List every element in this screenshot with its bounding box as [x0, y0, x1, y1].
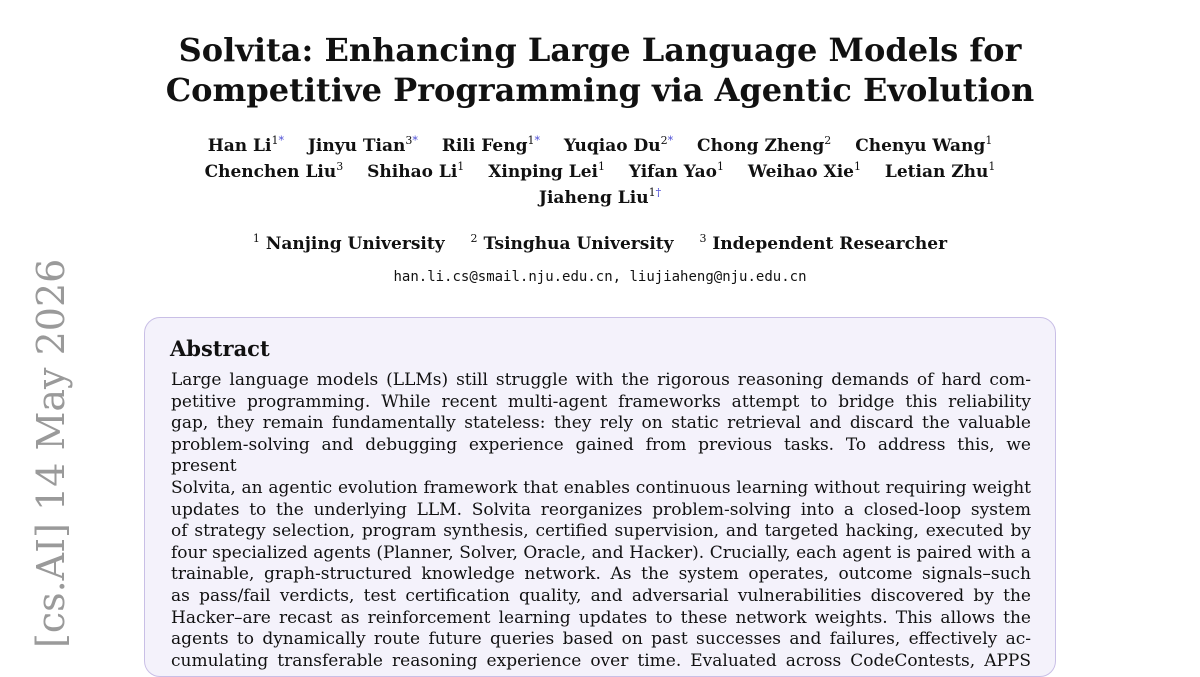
author: Yuqiao $Du^{2*}$ — [563, 134, 674, 156]
author: Letian Zhu$^1$ — [884, 160, 996, 182]
abstract-line: Large language models (LLMs) still struggle with the rigorous reasoning demands of hard com- — [171, 370, 1031, 390]
abstract-line: updates to the underlying LLM. Solvita reorganizes problem-solving into a closed-loop system — [171, 499, 1031, 520]
author-row — [170, 133, 1030, 159]
abstract-line: as pass/fail verdicts, test certification quality, and adversarial vulnerabilities discovered by the — [171, 585, 1031, 606]
paper-title — [150, 30, 1050, 110]
author: Han $Li^{1*}$ — [207, 134, 284, 156]
author: Jinyu Tian$^{3*}$ — [307, 134, 418, 156]
contact-emails: han.li.cs@smail.nju.edu.cn, liujiaheng@nju.edu.cn — [393, 269, 807, 285]
title-line: Solvita: Enhancing Large Language Models for — [178, 31, 1022, 69]
author-row — [170, 185, 1030, 211]
author-row — [170, 159, 1030, 185]
affiliation-list — [150, 231, 1050, 257]
author: Chong Zheng$^2$ — [697, 134, 832, 156]
affiliation: $^3$ Independent Researcher — [699, 232, 948, 254]
abstract-line: Hacker–are recast as reinforcement learning updates to these network weights. This allows the — [171, 607, 1031, 628]
abstract-line: petitive programming. While recent multi-agent frameworks attempt to bridge this reliability — [171, 391, 1031, 412]
arxiv-sidebar-stamp: [cs.AI] 14 May 2026 — [29, 258, 73, 648]
abstract-line: agents to dynamically route future queries based on past successes and failures, effectively ac- — [171, 629, 1031, 650]
author: Jiaheng Liu$^{1\dagger}$ — [538, 186, 662, 208]
affiliation: $^1$ Nanjing University — [252, 232, 445, 254]
author-list — [170, 133, 1030, 211]
author: Yifan Yao$^1$ — [628, 160, 724, 182]
abstract-line: gap, they remain fundamentally stateless: they rely on static retrieval and discard the valuable — [171, 413, 1031, 434]
abstract-line: of strategy selection, program synthesis, certified supervision, and targeted hacking, executed by — [171, 521, 1031, 542]
author: Chenchen Liu$^3$ — [204, 160, 344, 182]
abstract-line: trainable, graph-structured knowledge network. As the system operates, outcome signals–such — [171, 564, 1031, 585]
title-line: Competitive Programming via Agentic Evolution — [165, 71, 1035, 109]
abstract-body — [171, 370, 1031, 672]
abstract-line: problem-solving and debugging experience gained from previous tasks. To address this, we present — [171, 434, 1031, 477]
author: Xinping Lei$^1$ — [488, 160, 605, 182]
abstract-line: four specialized agents (Planner, Solver, Oracle, and Hacker). Crucially, each agent is paired with a — [171, 542, 1031, 563]
affiliation: $^2$ Tsinghua University — [470, 232, 674, 254]
author: Weihao Xie$^1$ — [747, 160, 861, 182]
author: Chenyu Wang$^1$ — [855, 134, 993, 156]
abstract-line: cumulating transferable reasoning experience over time. Evaluated across CodeContests, APPS — [171, 650, 1031, 671]
abstract-line: Solvita, an agentic evolution framework that enables continuous learning without requiring weight — [171, 477, 1031, 498]
author: Rili Feng$^{1*}$ — [441, 134, 540, 156]
abstract-heading: Abstract — [170, 336, 270, 361]
author: Shihao Li$^1$ — [367, 160, 465, 182]
